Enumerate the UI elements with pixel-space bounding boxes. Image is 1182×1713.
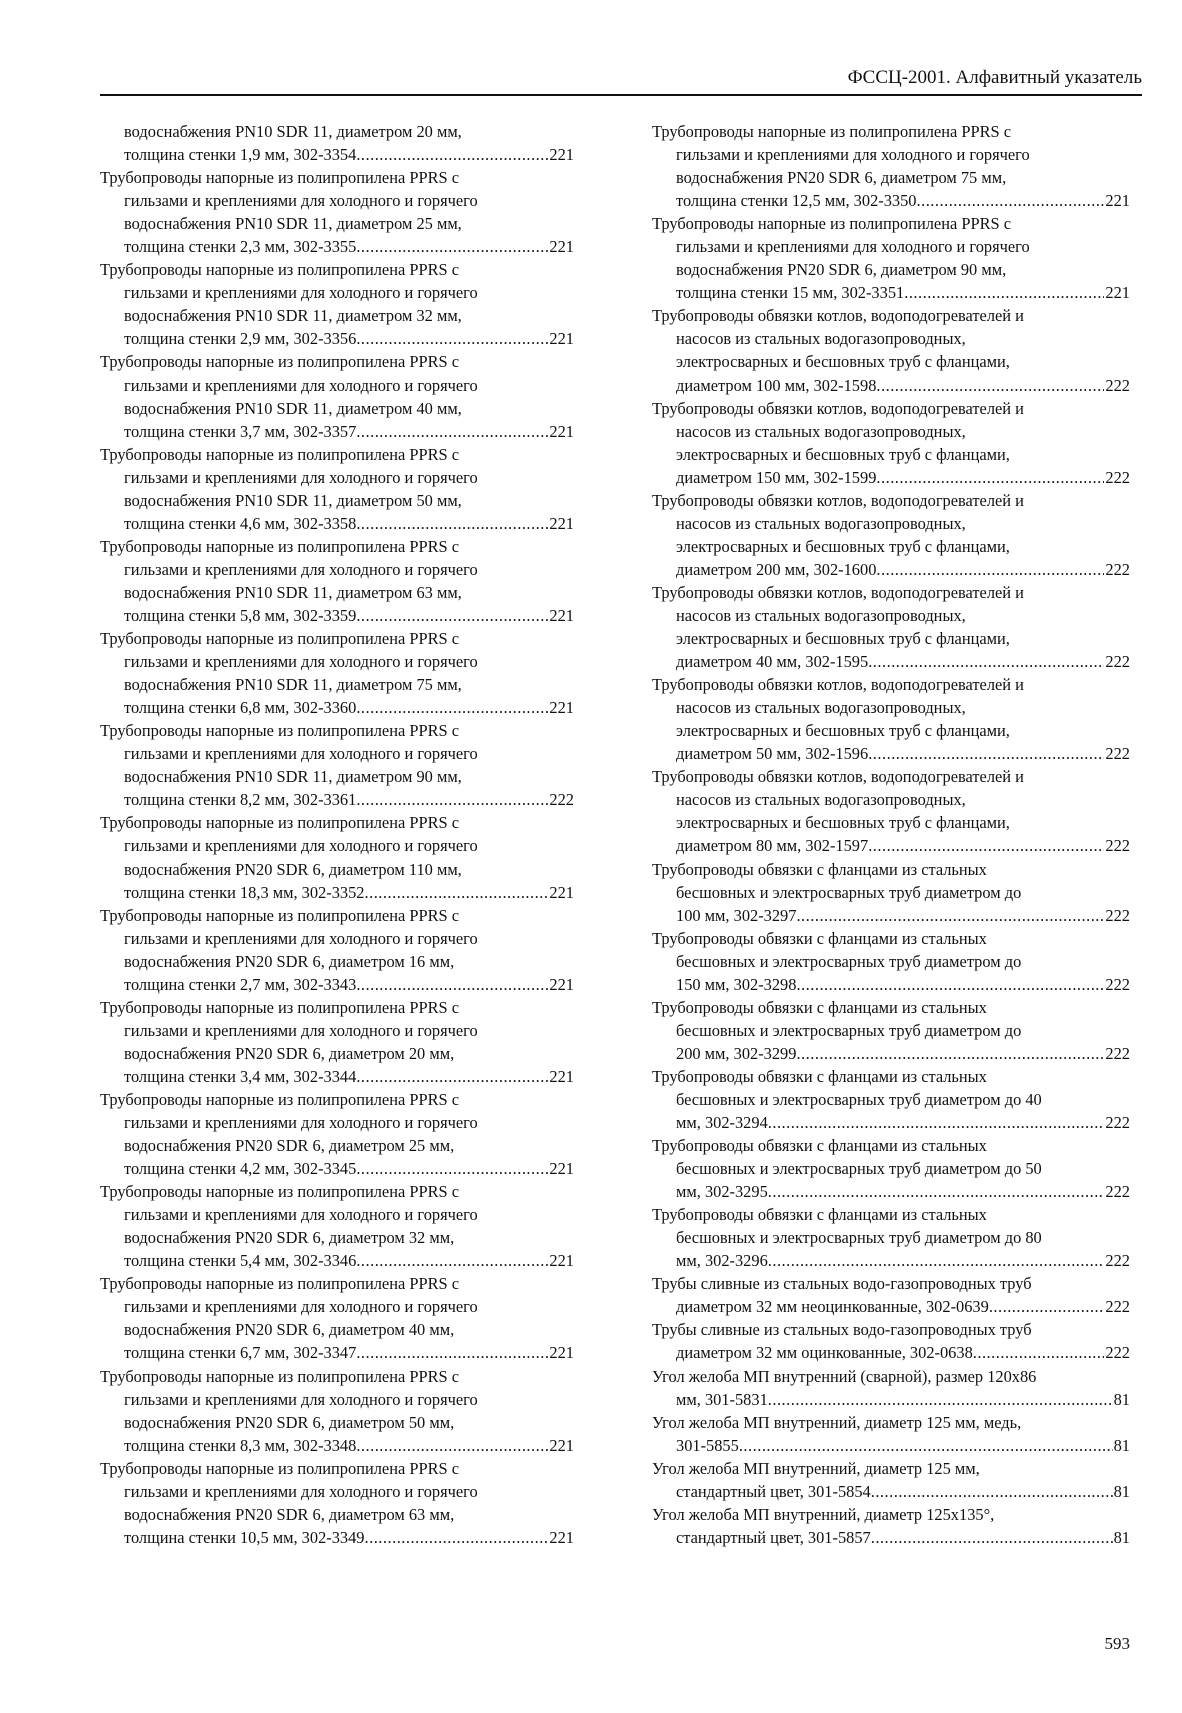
entry-text-line: гильзами и креплениями для холодного и горячего [124, 283, 478, 303]
page-reference: 221 [549, 698, 574, 718]
entry-last-line [652, 281, 1130, 304]
entry-last-line [100, 696, 574, 719]
dot-leader [356, 420, 548, 443]
index-entry [652, 1457, 1130, 1503]
entry-text-line: водоснабжения PN20 SDR 6, диаметром 50 мм, [124, 1412, 455, 1432]
index-entry [100, 1272, 574, 1364]
dot-leader [365, 1526, 549, 1549]
page-reference: 222 [1105, 1251, 1130, 1271]
entry-text-line: гильзами и креплениями для холодного и горячего [124, 744, 478, 764]
entry-text-line: водоснабжения PN10 SDR 11, диаметром 20 мм, [124, 122, 462, 141]
entry-last-line [100, 327, 574, 350]
entry-text-line: Трубы сливные из стальных водо-газопроводных труб [652, 1320, 1032, 1340]
entry-last-line [652, 1388, 1130, 1411]
entry-text-line: водоснабжения PN20 SDR 6, диаметром 110 мм, [124, 859, 462, 879]
page-reference: 222 [549, 790, 574, 810]
entry-text-line: Трубопроводы обвязки с фланцами из стальных [652, 1066, 987, 1086]
page-reference: 222 [1105, 974, 1130, 994]
dot-leader [356, 973, 548, 996]
page-reference: 222 [1105, 744, 1130, 764]
entry-text-line: Трубопроводы напорные из полипропилена PPRS с [100, 629, 459, 649]
index-entry [100, 627, 574, 719]
dot-leader [356, 1341, 548, 1364]
entry-text-line: толщина стенки 18,3 мм, 302-3352 [124, 882, 365, 902]
dot-leader [768, 1249, 1105, 1272]
entry-last-line [100, 1065, 574, 1088]
entry-text-line: водоснабжения PN20 SDR 6, диаметром 20 мм, [124, 1043, 455, 1063]
entry-text-line: Трубопроводы напорные из полипропилена PPRS с [100, 905, 459, 925]
entry-text-line: гильзами и креплениями для холодного и горячего [124, 467, 478, 487]
entry-last-line [100, 1157, 574, 1180]
entry-text-line: бесшовных и электросварных труб диаметром до [676, 951, 1022, 971]
entry-last-line [652, 742, 1130, 765]
index-entry [652, 1318, 1130, 1364]
entry-last-line [652, 189, 1130, 212]
entry-text-line: водоснабжения PN20 SDR 6, диаметром 25 мм, [124, 1136, 455, 1156]
index-entry [100, 811, 574, 903]
entry-text-line: водоснабжения PN10 SDR 11, диаметром 50 мм, [124, 490, 462, 510]
entry-text-line: Трубопроводы напорные из полипропилена PPRS с [652, 214, 1011, 234]
index-entry [100, 443, 574, 535]
entry-text-line: водоснабжения PN10 SDR 11, диаметром 63 мм, [124, 582, 462, 602]
dot-leader [356, 235, 548, 258]
entry-text-line: электросварных и бесшовных труб с фланцами, [676, 536, 1010, 556]
entry-text-line: диаметром 200 мм, 302-1600 [676, 559, 877, 579]
entry-text-line: Угол желоба МП внутренний (сварной), размер 120х86 [652, 1366, 1037, 1386]
page-reference: 221 [549, 1251, 574, 1271]
entry-text-line: Трубопроводы обвязки котлов, водоподогревателей и [652, 490, 1024, 510]
page-reference: 81 [1113, 1435, 1130, 1455]
entry-text-line: стандартный цвет, 301-5857 [676, 1527, 871, 1547]
entry-text-line: толщина стенки 12,5 мм, 302-3350 [676, 191, 917, 211]
index-entry [652, 858, 1130, 927]
entry-text-line: Угол желоба МП внутренний, диаметр 125 мм, [652, 1458, 980, 1478]
index-entry-continued [100, 120, 574, 166]
entry-text-line: гильзами и креплениями для холодного и горячего [124, 1113, 478, 1133]
entry-text-line: диаметром 100 мм, 302-1598 [676, 375, 877, 395]
entry-text-line: водоснабжения PN10 SDR 11, диаметром 32 мм, [124, 306, 462, 326]
entry-text-line: Трубы сливные из стальных водо-газопроводных труб [652, 1274, 1032, 1294]
entry-text-line: водоснабжения PN10 SDR 11, диаметром 40 мм, [124, 398, 462, 418]
entry-text-line: насосов из стальных водогазопроводных, [676, 329, 966, 349]
page-reference: 222 [1105, 1182, 1130, 1202]
dot-leader [356, 696, 548, 719]
entry-text-line: Трубопроводы обвязки с фланцами из стальных [652, 859, 987, 879]
entry-text-line: водоснабжения PN10 SDR 11, диаметром 75 мм, [124, 675, 462, 695]
page-reference: 222 [1105, 1343, 1130, 1363]
entry-last-line [652, 374, 1130, 397]
dot-leader [796, 1042, 1104, 1065]
index-entry [652, 1134, 1130, 1203]
page-reference: 221 [549, 237, 574, 257]
header-title: ФССЦ-2001. Алфавитный указатель [847, 67, 1142, 88]
entry-text-line: водоснабжения PN20 SDR 6, диаметром 40 мм, [124, 1320, 455, 1340]
dot-leader [904, 281, 1104, 304]
entry-text-line: толщина стенки 6,8 мм, 302-3360 [124, 698, 357, 718]
page-number: 593 [1104, 1634, 1130, 1653]
entry-text-line: диаметром 150 мм, 302-1599 [676, 467, 877, 487]
index-column-right [652, 120, 1130, 1549]
index-entry [652, 1365, 1130, 1411]
dot-leader [739, 1434, 1113, 1457]
dot-leader [871, 1526, 1113, 1549]
entry-text-line: гильзами и креплениями для холодного и горячего [124, 375, 478, 395]
dot-leader [365, 881, 549, 904]
page-reference: 221 [549, 1435, 574, 1455]
page-reference: 222 [1105, 1043, 1130, 1063]
dot-leader [973, 1341, 1105, 1364]
page-reference: 222 [1105, 375, 1130, 395]
entry-text-line: Трубопроводы обвязки с фланцами из стальных [652, 928, 987, 948]
index-entry [652, 1272, 1130, 1318]
entry-last-line [100, 604, 574, 627]
entry-last-line [100, 788, 574, 811]
index-entry [652, 1065, 1130, 1134]
entry-text-line: толщина стенки 15 мм, 302-3351 [676, 283, 905, 303]
entry-last-line [100, 512, 574, 535]
dot-leader [868, 742, 1104, 765]
entry-text-line: гильзами и креплениями для холодного и горячего [124, 191, 478, 211]
entry-text-line: Трубопроводы напорные из полипропилена PPRS с [100, 997, 459, 1017]
entry-text-line: насосов из стальных водогазопроводных, [676, 698, 966, 718]
entry-last-line [652, 1526, 1130, 1549]
index-entry [100, 904, 574, 996]
entry-last-line [100, 881, 574, 904]
entry-last-line [652, 558, 1130, 581]
entry-text-line: насосов из стальных водогазопроводных, [676, 790, 966, 810]
entry-text-line: толщина стенки 3,4 мм, 302-3344 [124, 1066, 357, 1086]
entry-text-line: Трубопроводы напорные из полипропилена PPRS с [100, 536, 459, 556]
entry-text-line: бесшовных и электросварных труб диаметром до [676, 882, 1022, 902]
index-entry [100, 1088, 574, 1180]
running-header [100, 64, 1142, 96]
entry-text-line: электросварных и бесшовных труб с фланцами, [676, 352, 1010, 372]
index-column-left [100, 120, 574, 1549]
page-reference: 221 [549, 1343, 574, 1363]
index-entry [100, 1365, 574, 1457]
page-reference: 222 [1105, 1113, 1130, 1133]
entry-last-line [100, 1526, 574, 1549]
dot-leader [876, 558, 1104, 581]
entry-text-line: диаметром 32 мм оцинкованные, 302-0638 [676, 1343, 973, 1363]
page-reference: 81 [1113, 1389, 1130, 1409]
entry-text-line: водоснабжения PN20 SDR 6, диаметром 90 мм, [676, 260, 1007, 280]
entry-text-line: толщина стенки 2,7 мм, 302-3343 [124, 974, 357, 994]
dot-leader [917, 189, 1105, 212]
entry-last-line [652, 1341, 1130, 1364]
entry-text-line: водоснабжения PN10 SDR 11, диаметром 90 мм, [124, 767, 462, 787]
dot-leader [868, 834, 1104, 857]
entry-text-line: бесшовных и электросварных труб диаметром до 40 [676, 1089, 1042, 1109]
entry-text-line: толщина стенки 6,7 мм, 302-3347 [124, 1343, 357, 1363]
page-reference: 221 [1105, 283, 1130, 303]
entry-text-line: бесшовных и электросварных труб диаметром до 50 [676, 1159, 1042, 1179]
page-reference: 221 [549, 513, 574, 533]
entry-text-line: мм, 301-5831 [676, 1389, 768, 1409]
entry-text-line: Трубопроводы обвязки котлов, водоподогревателей и [652, 675, 1024, 695]
dot-leader [356, 512, 548, 535]
entry-last-line [100, 1249, 574, 1272]
dot-leader [356, 1157, 548, 1180]
page-reference: 221 [549, 421, 574, 441]
entry-text-line: водоснабжения PN20 SDR 6, диаметром 32 мм, [124, 1228, 455, 1248]
entry-text-line: Трубопроводы напорные из полипропилена PPRS с [100, 1274, 459, 1294]
page-reference: 81 [1113, 1481, 1130, 1501]
entry-text-line: водоснабжения PN20 SDR 6, диаметром 63 мм, [124, 1504, 455, 1524]
index-entry [100, 996, 574, 1088]
entry-last-line [652, 973, 1130, 996]
entry-last-line [100, 235, 574, 258]
entry-text-line: гильзами и креплениями для холодного и горячего [124, 1297, 478, 1317]
dot-leader [796, 904, 1104, 927]
entry-text-line: гильзами и креплениями для холодного и горячего [124, 836, 478, 856]
page-reference: 221 [549, 329, 574, 349]
index-entry [100, 350, 574, 442]
entry-text-line: толщина стенки 8,3 мм, 302-3348 [124, 1435, 357, 1455]
entry-last-line [652, 1249, 1130, 1272]
index-entry [100, 258, 574, 350]
entry-text-line: диаметром 40 мм, 302-1595 [676, 652, 869, 672]
entry-text-line: гильзами и креплениями для холодного и горячего [124, 1389, 478, 1409]
entry-text-line: мм, 302-3296 [676, 1251, 768, 1271]
entry-text-line: Трубопроводы напорные из полипропилена PPRS с [100, 1089, 459, 1109]
index-entry [652, 1411, 1130, 1457]
entry-text-line: толщина стенки 2,9 мм, 302-3356 [124, 329, 357, 349]
entry-last-line [100, 143, 574, 166]
entry-text-line: толщина стенки 1,9 мм, 302-3354 [124, 145, 357, 165]
page-reference: 221 [1105, 191, 1130, 211]
entry-text-line: толщина стенки 10,5 мм, 302-3349 [124, 1527, 365, 1547]
entry-last-line [100, 1341, 574, 1364]
entry-text-line: гильзами и креплениями для холодного и горячего [124, 928, 478, 948]
page-reference: 221 [549, 1159, 574, 1179]
entry-text-line: водоснабжения PN20 SDR 6, диаметром 75 мм, [676, 168, 1007, 188]
page-reference: 222 [1105, 559, 1130, 579]
entry-text-line: толщина стенки 8,2 мм, 302-3361 [124, 790, 357, 810]
page-reference: 221 [549, 605, 574, 625]
entry-text-line: насосов из стальных водогазопроводных, [676, 513, 966, 533]
entry-last-line [652, 1180, 1130, 1203]
entry-text-line: электросварных и бесшовных труб с фланцами, [676, 629, 1010, 649]
dot-leader [356, 327, 548, 350]
entry-text-line: стандартный цвет, 301-5854 [676, 1481, 871, 1501]
page-reference: 221 [549, 974, 574, 994]
entry-text-line: толщина стенки 5,4 мм, 302-3346 [124, 1251, 357, 1271]
entry-text-line: бесшовных и электросварных труб диаметром до [676, 1020, 1022, 1040]
entry-last-line [100, 420, 574, 443]
page-reference: 81 [1113, 1527, 1130, 1547]
dot-leader [768, 1180, 1105, 1203]
entry-text-line: гильзами и креплениями для холодного и горячего [676, 145, 1030, 165]
index-entry [100, 1457, 574, 1549]
dot-leader [796, 973, 1104, 996]
index-entry [100, 535, 574, 627]
entry-text-line: бесшовных и электросварных труб диаметром до 80 [676, 1228, 1042, 1248]
entry-text-line: Трубопроводы обвязки с фланцами из стальных [652, 1205, 987, 1225]
entry-text-line: Трубопроводы напорные из полипропилена PPRS с [100, 444, 459, 464]
dot-leader [768, 1388, 1113, 1411]
entry-last-line [652, 1042, 1130, 1065]
index-entry [652, 489, 1130, 581]
entry-text-line: Трубопроводы напорные из полипропилена PPRS с [100, 168, 459, 188]
dot-leader [876, 374, 1104, 397]
index-entry [652, 673, 1130, 765]
entry-text-line: Трубопроводы обвязки котлов, водоподогревателей и [652, 306, 1024, 326]
page-reference: 222 [1105, 467, 1130, 487]
dot-leader [868, 650, 1104, 673]
entry-text-line: диаметром 80 мм, 302-1597 [676, 836, 869, 856]
index-entry [652, 581, 1130, 673]
entry-text-line: диаметром 32 мм неоцинкованные, 302-0639 [676, 1297, 989, 1317]
index-entry [100, 166, 574, 258]
page-reference: 222 [1105, 836, 1130, 856]
entry-text-line: насосов из стальных водогазопроводных, [676, 605, 966, 625]
entry-last-line [100, 973, 574, 996]
index-entry [652, 927, 1130, 996]
entry-text-line: Угол желоба МП внутренний, диаметр 125х135°, [652, 1504, 995, 1524]
index-entry [652, 212, 1130, 304]
entry-text-line: электросварных и бесшовных труб с фланцами, [676, 721, 1010, 741]
entry-text-line: толщина стенки 5,8 мм, 302-3359 [124, 605, 357, 625]
entry-last-line [652, 1111, 1130, 1134]
entry-text-line: Трубопроводы напорные из полипропилена PPRS с [100, 352, 459, 372]
entry-text-line: электросварных и бесшовных труб с фланцами, [676, 444, 1010, 464]
entry-last-line [652, 834, 1130, 857]
index-entry [100, 719, 574, 811]
page-reference: 222 [1105, 1297, 1130, 1317]
entry-text-line: гильзами и креплениями для холодного и горячего [124, 559, 478, 579]
dot-leader [871, 1480, 1113, 1503]
dot-leader [356, 1065, 548, 1088]
page-reference: 221 [549, 145, 574, 165]
dot-leader [876, 466, 1104, 489]
entry-text-line: Угол желоба МП внутренний, диаметр 125 мм, медь, [652, 1412, 1022, 1432]
entry-last-line [652, 650, 1130, 673]
index-entry [652, 397, 1130, 489]
index-entry [652, 765, 1130, 857]
page-reference: 221 [549, 1066, 574, 1086]
index-entry [652, 304, 1130, 396]
entry-text-line: насосов из стальных водогазопроводных, [676, 421, 966, 441]
entry-text-line: Трубопроводы напорные из полипропилена PPRS с [100, 260, 459, 280]
entry-text-line: толщина стенки 3,7 мм, 302-3357 [124, 421, 357, 441]
entry-text-line: толщина стенки 4,2 мм, 302-3345 [124, 1159, 357, 1179]
page-reference: 222 [1105, 905, 1130, 925]
entry-text-line: Трубопроводы обвязки котлов, водоподогревателей и [652, 398, 1024, 418]
entry-last-line [100, 1434, 574, 1457]
entry-last-line [652, 1295, 1130, 1318]
index-entry [652, 1203, 1130, 1272]
entry-text-line: гильзами и креплениями для холодного и горячего [124, 1205, 478, 1225]
index-entry [100, 1180, 574, 1272]
entry-text-line: гильзами и креплениями для холодного и горячего [124, 1481, 478, 1501]
entry-text-line: мм, 302-3294 [676, 1113, 768, 1133]
index-entry [652, 1503, 1130, 1549]
entry-text-line: Трубопроводы напорные из полипропилена PPRS с [652, 122, 1011, 141]
entry-text-line: гильзами и креплениями для холодного и горячего [124, 1020, 478, 1040]
entry-text-line: толщина стенки 2,3 мм, 302-3355 [124, 237, 357, 257]
entry-text-line: Трубопроводы обвязки котлов, водоподогревателей и [652, 767, 1024, 787]
entry-text-line: 100 мм, 302-3297 [676, 905, 797, 925]
index-entry [652, 120, 1130, 212]
entry-text-line: Трубопроводы напорные из полипропилена PPRS с [100, 1458, 459, 1478]
entry-text-line: толщина стенки 4,6 мм, 302-3358 [124, 513, 357, 533]
index-entry [652, 996, 1130, 1065]
entry-text-line: гильзами и креплениями для холодного и горячего [124, 652, 478, 672]
entry-text-line: Трубопроводы обвязки котлов, водоподогревателей и [652, 582, 1024, 602]
entry-text-line: Трубопроводы напорные из полипропилена PPRS с [100, 1182, 459, 1202]
dot-leader [356, 143, 548, 166]
entry-last-line [652, 466, 1130, 489]
dot-leader [989, 1295, 1105, 1318]
page-reference: 221 [549, 882, 574, 902]
entry-text-line: Трубопроводы напорные из полипропилена PPRS с [100, 813, 459, 833]
entry-text-line: Трубопроводы обвязки с фланцами из стальных [652, 997, 987, 1017]
page-reference: 222 [1105, 652, 1130, 672]
entry-text-line: гильзами и креплениями для холодного и горячего [676, 237, 1030, 257]
entry-text-line: диаметром 50 мм, 302-1596 [676, 744, 869, 764]
entry-last-line [652, 1434, 1130, 1457]
entry-text-line: водоснабжения PN20 SDR 6, диаметром 16 мм, [124, 951, 455, 971]
entry-last-line [652, 904, 1130, 927]
entry-text-line: мм, 302-3295 [676, 1182, 768, 1202]
entry-last-line [652, 1480, 1130, 1503]
dot-leader [356, 1249, 548, 1272]
entry-text-line: 150 мм, 302-3298 [676, 974, 797, 994]
entry-text-line: Трубопроводы напорные из полипропилена PPRS с [100, 721, 459, 741]
entry-text-line: 200 мм, 302-3299 [676, 1043, 797, 1063]
page-reference: 221 [549, 1527, 574, 1547]
entry-text-line: водоснабжения PN10 SDR 11, диаметром 25 мм, [124, 214, 462, 234]
entry-text-line: 301-5855 [676, 1435, 739, 1455]
dot-leader [356, 1434, 548, 1457]
dot-leader [356, 788, 548, 811]
entry-text-line: Трубопроводы напорные из полипропилена PPRS с [100, 1366, 459, 1386]
entry-text-line: электросварных и бесшовных труб с фланцами, [676, 813, 1010, 833]
dot-leader [768, 1111, 1105, 1134]
dot-leader [356, 604, 548, 627]
entry-text-line: Трубопроводы обвязки с фланцами из стальных [652, 1136, 987, 1156]
